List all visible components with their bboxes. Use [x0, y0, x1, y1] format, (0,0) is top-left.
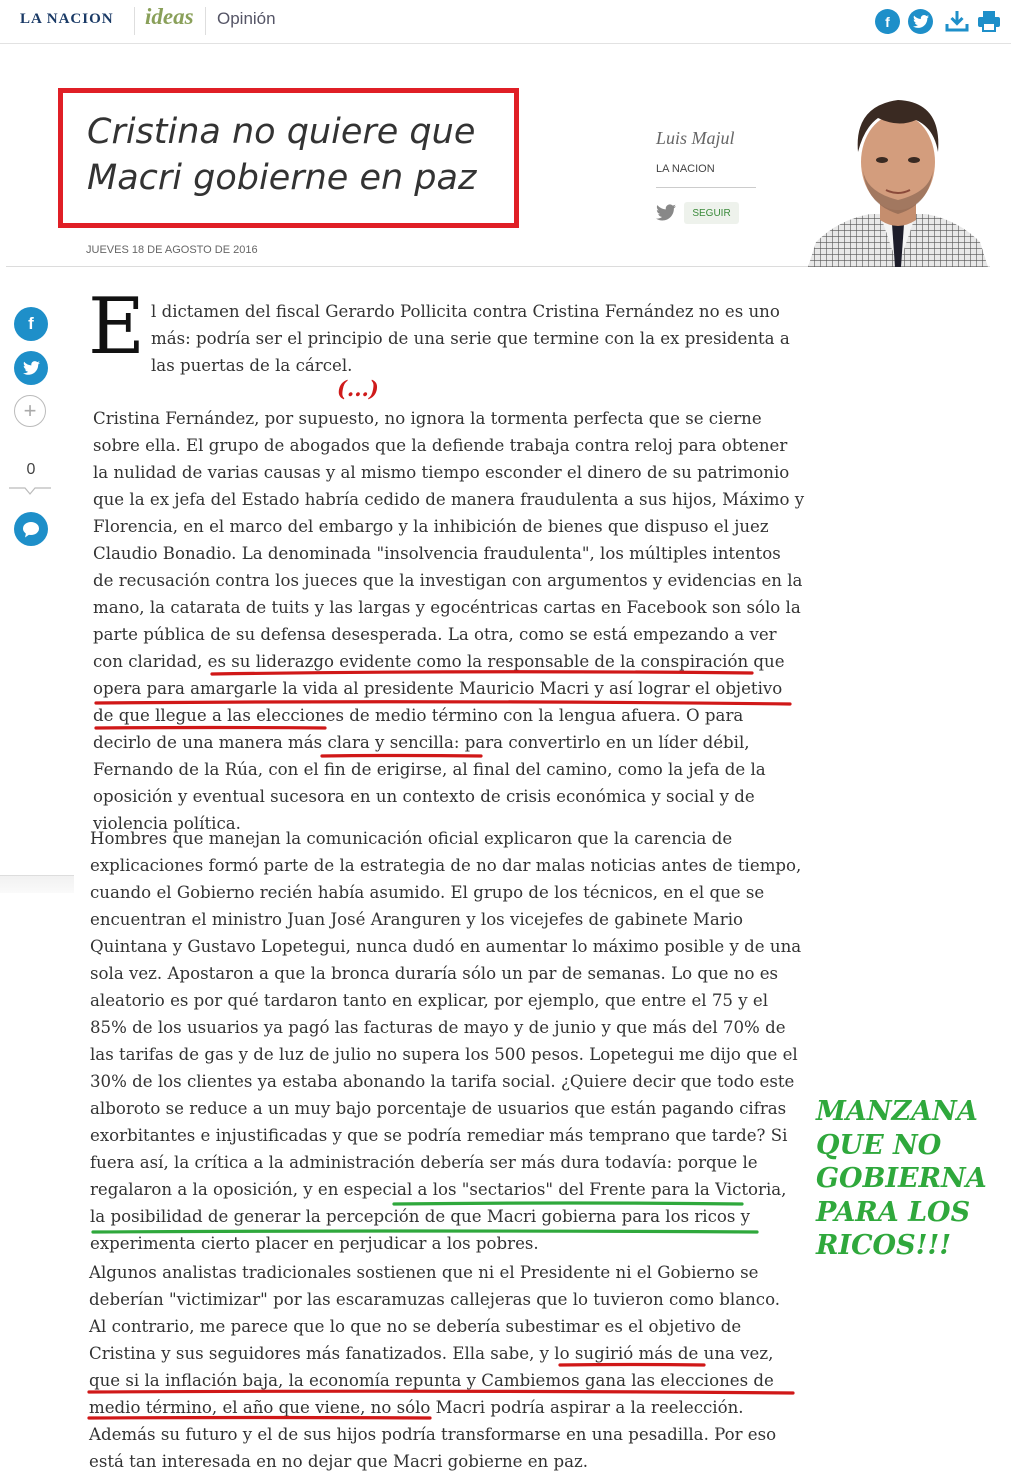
author-org: LA NACION	[656, 163, 715, 175]
top-bar	[0, 0, 1011, 44]
section-link[interactable]: Opinión	[217, 9, 276, 28]
download-icon[interactable]	[944, 8, 970, 34]
follow-button[interactable]: SEGUIR	[684, 202, 739, 224]
divider	[134, 7, 135, 35]
paragraph-4: Algunos analistas tradicionales sostienen que ni el Presidente ni el Gobierno se deberían "victimizar" por las escaramuzas callejeras que lo tuvieron como blanco. Al contrario, me parece que lo que no se debería subestimar es el objetivo de Cristina y sus seguidores más fanatizados. Ella sabe, y lo sugirió más de una vez, que si la inflación baja, la economía repunta y Cambiemos gana las elecciones de medio término, el año que viene, no sólo Macri podría aspirar a la reelección. Además su futuro y el de sus hijos podría transformarse en una pesadilla. Por eso está tan interesada en no dejar que Macri gobierne en paz.	[89, 1263, 781, 1471]
section-logo[interactable]: ideas	[145, 4, 194, 29]
comment-count: 0	[26, 461, 36, 478]
author-photo	[808, 92, 988, 267]
twitter-icon[interactable]	[908, 9, 933, 34]
comment-bubble-icon	[22, 521, 40, 538]
paragraph-2: Cristina Fernández, por supuesto, no ignora la tormenta perfecta que se cierne sobre ella. El grupo de abogados que la defiende trabaja contra reloj para obtener la nulidad de varias causas y al mismo tiempo esconder el dinero de su patrimonio que la ex jefa del Estado habría cedido de manera fraudulenta a sus hijos, Máximo y Florencia, en el marco del embargo y la inhibición de bienes que dispuso el juez Claudio Bonadio. La denominada "insolvencia fraudulenta", los múltiples intentos de recusación contra los jueces que la investigan con argumentos y evidencias en la mano, la catarata de tuits y las largas y egocéntricas cartas en Facebook son sólo la parte pública de su defensa desesperada. La otra, como se está empezando a ver con claridad, es su liderazgo evidente como la responsable de la conspiración que opera para amargarle la vida al presidente Mauricio Macri y así lograr el objetivo de que llegue a las elecciones de medio término con la lengua afuera. O para decirlo de una manera más clara y sencilla: para convertirlo en un líder débil, Fernando de la Rúa, con el fin de erigirse, al final del camino, como la jefa de la oposición y eventual sucesora en un contexto de crisis económica y social y de violencia política.	[93, 409, 805, 833]
divider	[205, 7, 206, 35]
count-pointer	[9, 487, 51, 496]
share-twitter-button[interactable]	[14, 351, 48, 385]
author-divider	[656, 187, 756, 188]
paragraph-1: l dictamen del fiscal Gerardo Pollicita contra Cristina Fernández no es uno más: podría ser el principio de una serie que termine con la ex presidenta a las puertas de la cárcel.	[151, 302, 790, 375]
article-date: JUEVES 18 DE AGOSTO DE 2016	[86, 244, 258, 256]
article-title: Cristina no quiere que Macri gobierne en paz	[87, 112, 477, 198]
paragraph-3: Hombres que manejan la comunicación oficial explicaron que la carencia de explicaciones formó parte de la estrategia de no dar malas noticias antes de tiempo, cuando el Gobierno recién había asumido. El grupo de los técnicos, en el que se encuentran el ministro Juan José Aranguren y los vicejefes de gabinete Mario Quintana y Gustavo Lopetegui, nunca dudó en aumentar lo máximo posible y de una sola vez. Apostaron a que la bronca duraría sólo un par de semanas. Lo que no es aleatorio es por qué tardaron tanto en explicar, por ejemplo, que entre el 75 y el 85% de los usuarios ya pagó las facturas de mayo y de junio y que más del 70% de las tarifas de gas y de luz de julio no supera los 500 pesos. Lopetegui me dijo que el 30% de los clientes ya estaba abonando la tarifa social. ¿Quiere decir que todo este alboroto se reduce a un muy bajo porcentaje de usuarios que están pagando cifras exorbitantes e injustificadas y que se podría remediar más temprano que tarde? Si fuera así, la crítica a la administración debería ser más dura todavía: porque le regalaron a la oposición, y en especial a los "sectarios" del Frente para la Victoria, la posibilidad de generar la percepción de que Macri gobierna para los ricos y experimenta cierto placer en perjudicar a los pobres.	[90, 829, 802, 1253]
facebook-icon[interactable]: f	[875, 9, 900, 34]
brand-logo[interactable]: LA NACION	[20, 11, 114, 27]
comments-button[interactable]	[14, 512, 48, 546]
twitter-bird-icon[interactable]	[656, 204, 676, 221]
handwritten-note: MANZANA QUE NO GOBIERNA PARA LOS RICOS!!!	[816, 1096, 987, 1261]
print-icon[interactable]	[976, 8, 1002, 34]
ellipsis-mark: (...)	[337, 376, 379, 401]
share-facebook-button[interactable]: f	[14, 307, 48, 341]
drop-cap: E	[88, 282, 145, 372]
side-scroll-strip	[0, 875, 74, 893]
share-more-button[interactable]: +	[14, 395, 46, 427]
author-name[interactable]: Luis Majul	[656, 128, 735, 148]
twitter-icon	[23, 361, 40, 375]
headline-highlight-box	[58, 88, 519, 228]
